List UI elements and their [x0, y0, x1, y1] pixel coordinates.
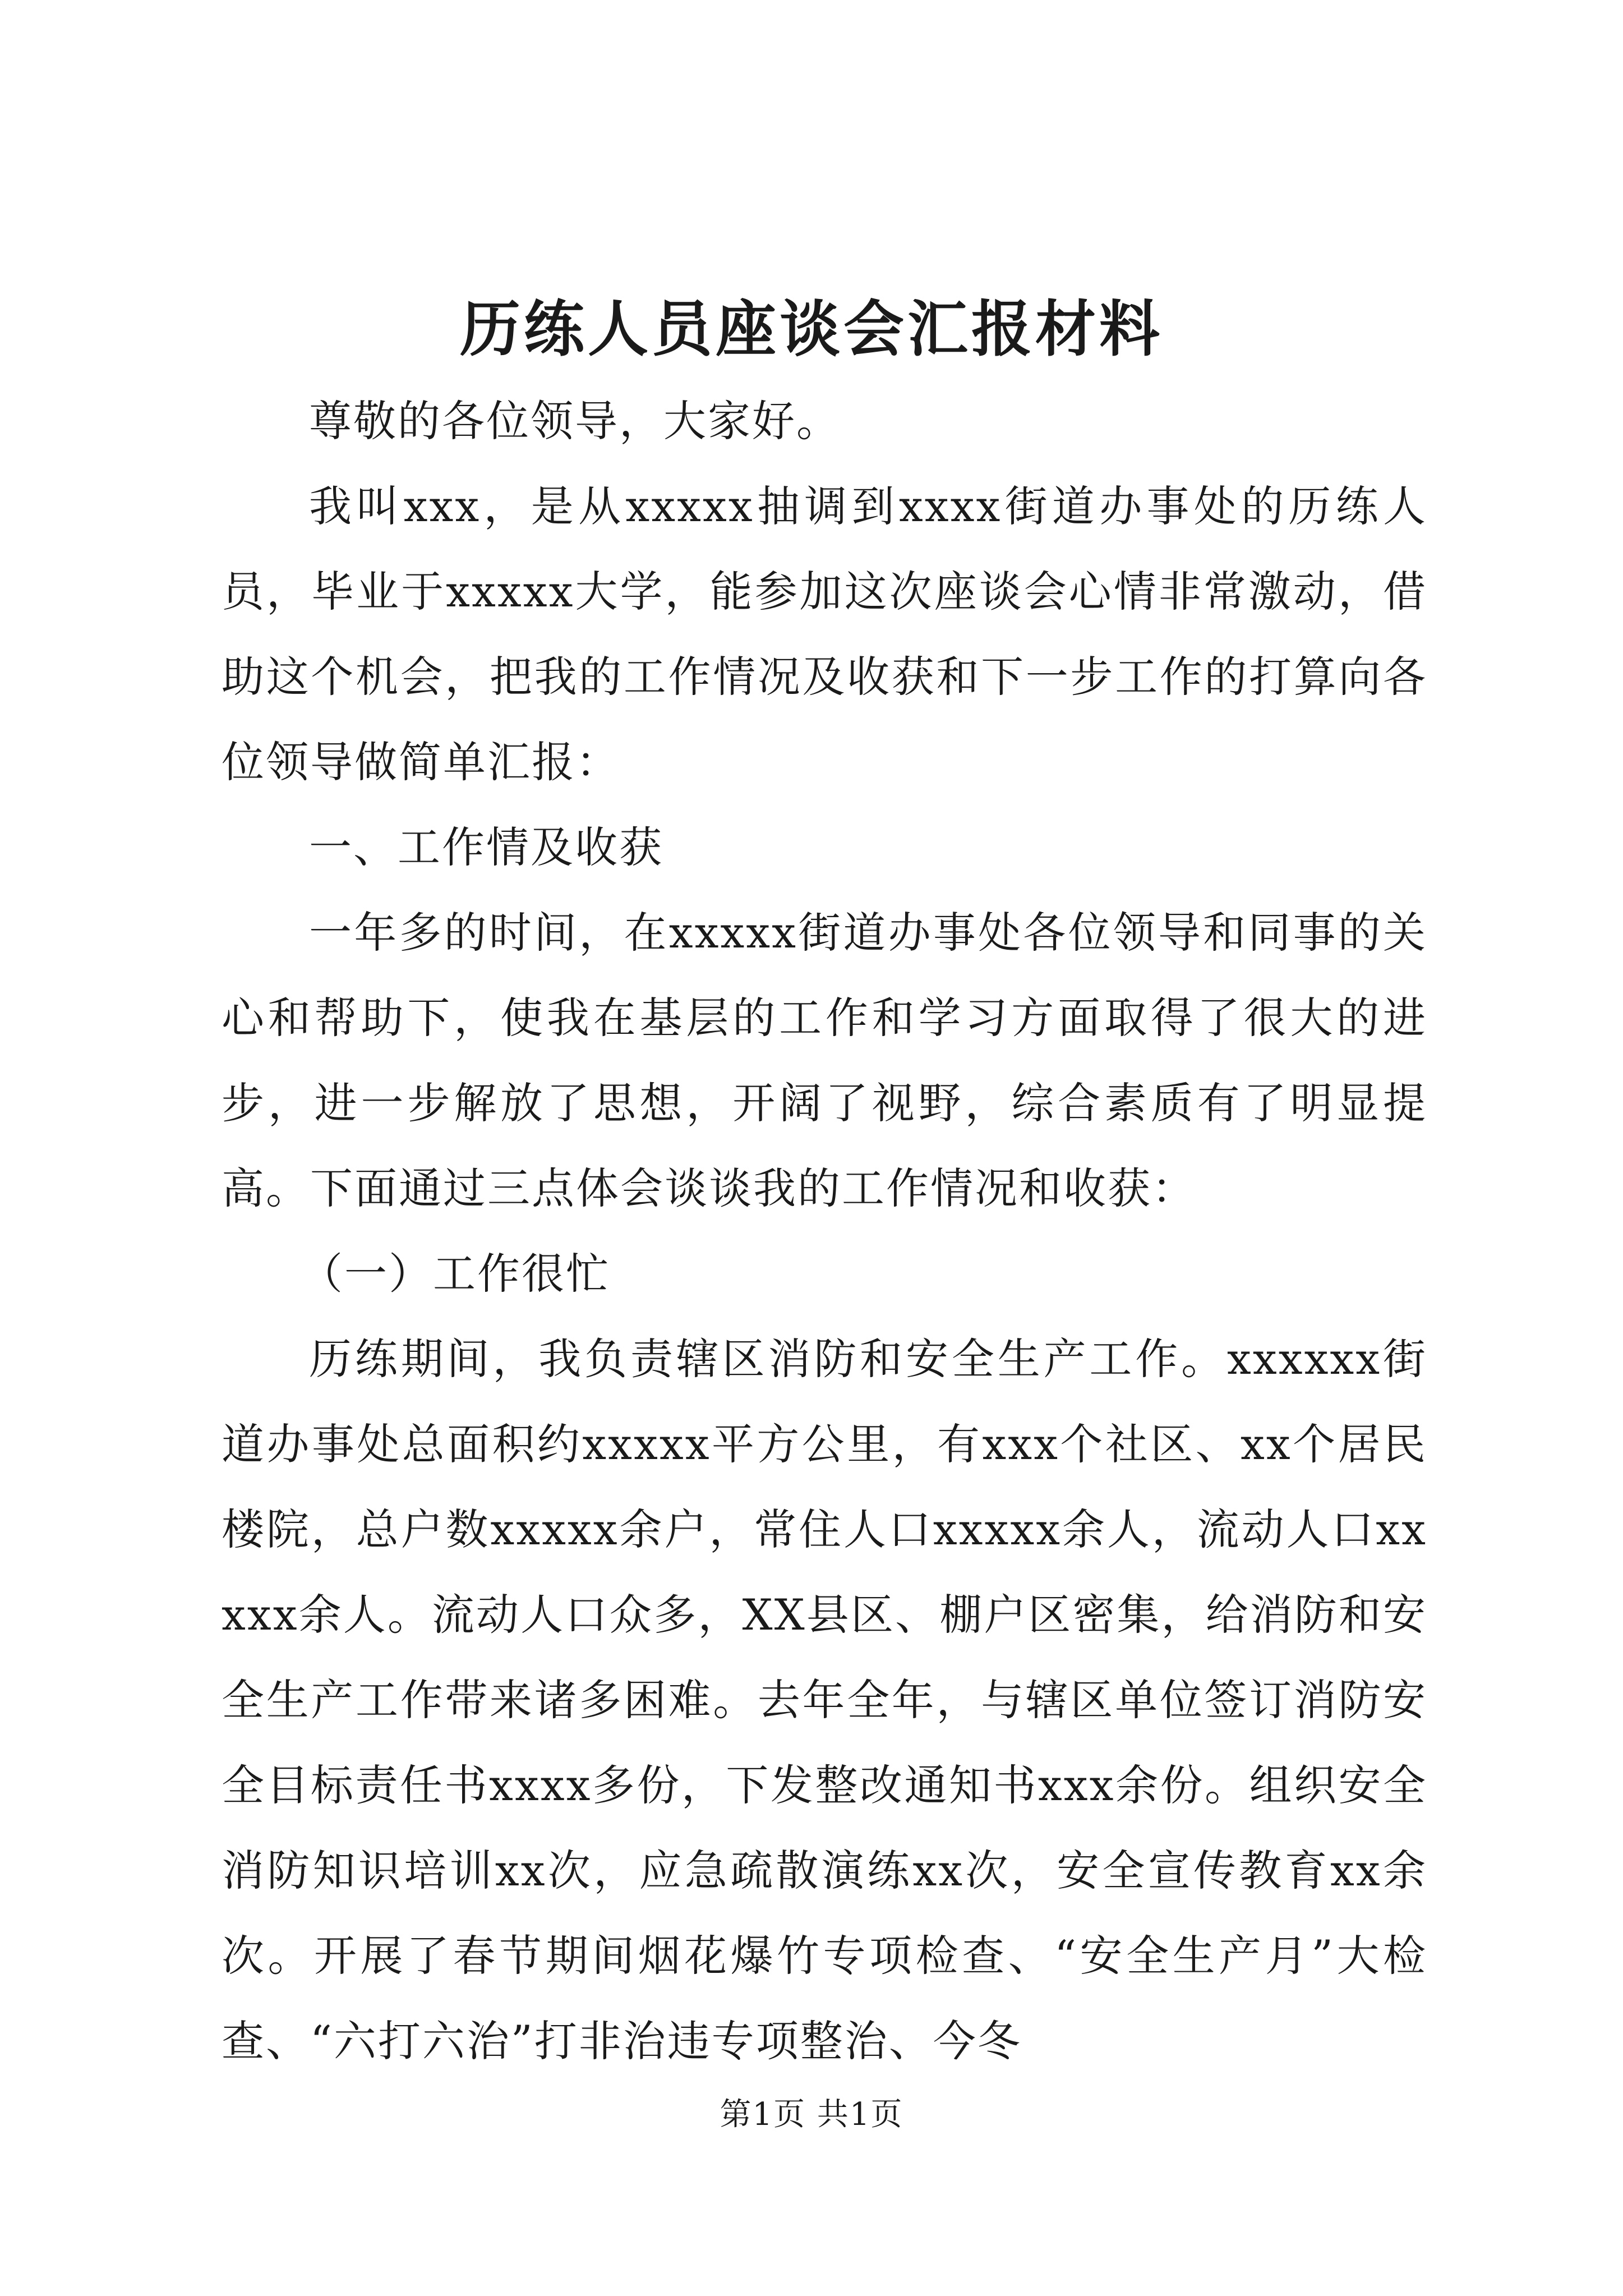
greeting-paragraph: 尊敬的各位领导，大家好。	[309, 396, 841, 446]
section-heading-1: 一、工作情及收获	[309, 822, 663, 872]
subsection-heading-1: （一）工作很忙	[300, 1249, 610, 1299]
intro-paragraph: 我叫xxx，是从xxxxx抽调到xxxx街道办事处的历练人员，毕业于xxxxx大学，能参加这次座谈会心情非常激动，借助这个机会，把我的工作情况及收获和下一步工作的打算向各位领导做简单汇报：	[222, 481, 1427, 787]
page-footer: 第1页 共1页	[720, 2096, 903, 2133]
section-1-paragraph: 一年多的时间，在xxxxx街道办事处各位领导和同事的关心和帮助下，使我在基层的工作和学习方面取得了很大的进步，进一步解放了思想，开阔了视野，综合素质有了明显提高。下面通过三点体会谈谈我的工作情况和收获：	[222, 908, 1427, 1213]
subsection-1-paragraph: 历练期间，我负责辖区消防和安全生产工作。xxxxxx街道办事处总面积约xxxxx平方公里，有xxx个社区、xx个居民楼院，总户数xxxxx余户，常住人口xxxxx余人，流动人口xxxxx余人。流动人口众多，XX县区、棚户区密集，给消防和安全生产工作带来诸多困难。去年全年，与辖区单位签订消防安全目标责任书xxxx多份，下发整改通知书xxx余份。组织安全消防知识培训xx次，应急疏散演练xx次，安全宣传教育xx余次。开展了春节期间烟花爆竹专项检查、“安全生产月”大检查、“六打六治”打非治违专项整治、今冬	[222, 1334, 1427, 2066]
document-body	[222, 379, 1427, 2084]
document-title: 历练人员座谈会汇报材料	[459, 294, 1163, 365]
